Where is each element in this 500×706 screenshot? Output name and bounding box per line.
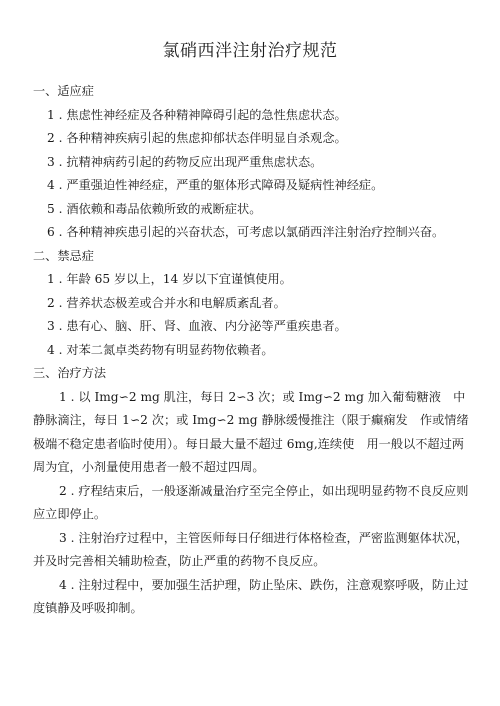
paragraph: 1 . 以 Img∽2 mg 肌注，每日 2∽3 次；或 Img∽2 mg 加入葡萄糖液 中静脉滴注，每日 1∽2 次；或 Img∽2 mg 静脉缓慢推注（限于癫痫发 作或情绪极端不稳定患者临时使用）。每日最大量不超过 6mg,连续使 用一般以不超过两周为宜，小剂量使用患者一般不超过四周。	[33, 389, 469, 474]
section-heading: 一、适应症	[33, 84, 94, 98]
list-item: 3 . 患有心、脑、肝、肾、血液、内分泌等严重疾患者。	[47, 319, 347, 333]
paragraph: 4 . 注射过程中，要加强生活护理，防止坠床、跌伤，注意观察呼吸，防止过度镇静及呼吸抑制。	[33, 577, 469, 615]
section-contraindications	[33, 245, 472, 363]
paragraph: 3 . 注射治疗过程中，主管医师每日仔细进行体格检查，严密监测躯体状况，并及时完善相关辅助检查，防止严重的药物不良反应。	[33, 530, 469, 568]
list-item: 4 . 对苯二氮卓类药物有明显药物依赖者。	[47, 342, 274, 357]
list-item: 1 . 年龄 65 岁以上，14 岁以下宜谨慎使用。	[47, 272, 292, 286]
section-treatment-methods	[33, 362, 472, 621]
document-title: 氯硝西泮注射治疗规范	[162, 41, 338, 61]
list-item: 1 . 焦虑性神经症及各种精神障碍引起的急性焦虑状态。	[47, 107, 347, 122]
list-item: 3 . 抗精神病药引起的药物反应出现严重焦虑状态。	[47, 154, 323, 169]
list-item: 6 . 各种精神疾患引起的兴奋状态，可考虑以氯硝西泮注射治疗控制兴奋。	[47, 225, 445, 239]
list-item: 2 . 各种精神疾病引起的焦虑抑郁状态伴明显自杀观念。	[47, 131, 347, 145]
section-heading: 二、禁忌症	[33, 248, 94, 263]
list-item: 4 . 严重强迫性神经症，严重的躯体形式障碍及疑病性神经症。	[47, 178, 384, 192]
document-body	[33, 80, 472, 621]
section-indications	[33, 80, 472, 245]
section-heading: 三、治疗方法	[33, 366, 107, 380]
list-item: 2 . 营养状态极差或合并水和电解质紊乱者。	[47, 295, 286, 310]
paragraph: 2 . 疗程结束后，一般逐渐减量治疗至完全停止，如出现明显药物不良反应则应立即停止。	[33, 483, 469, 521]
list-item: 5 . 酒依赖和毒品依赖所致的戒断症状。	[47, 201, 262, 216]
